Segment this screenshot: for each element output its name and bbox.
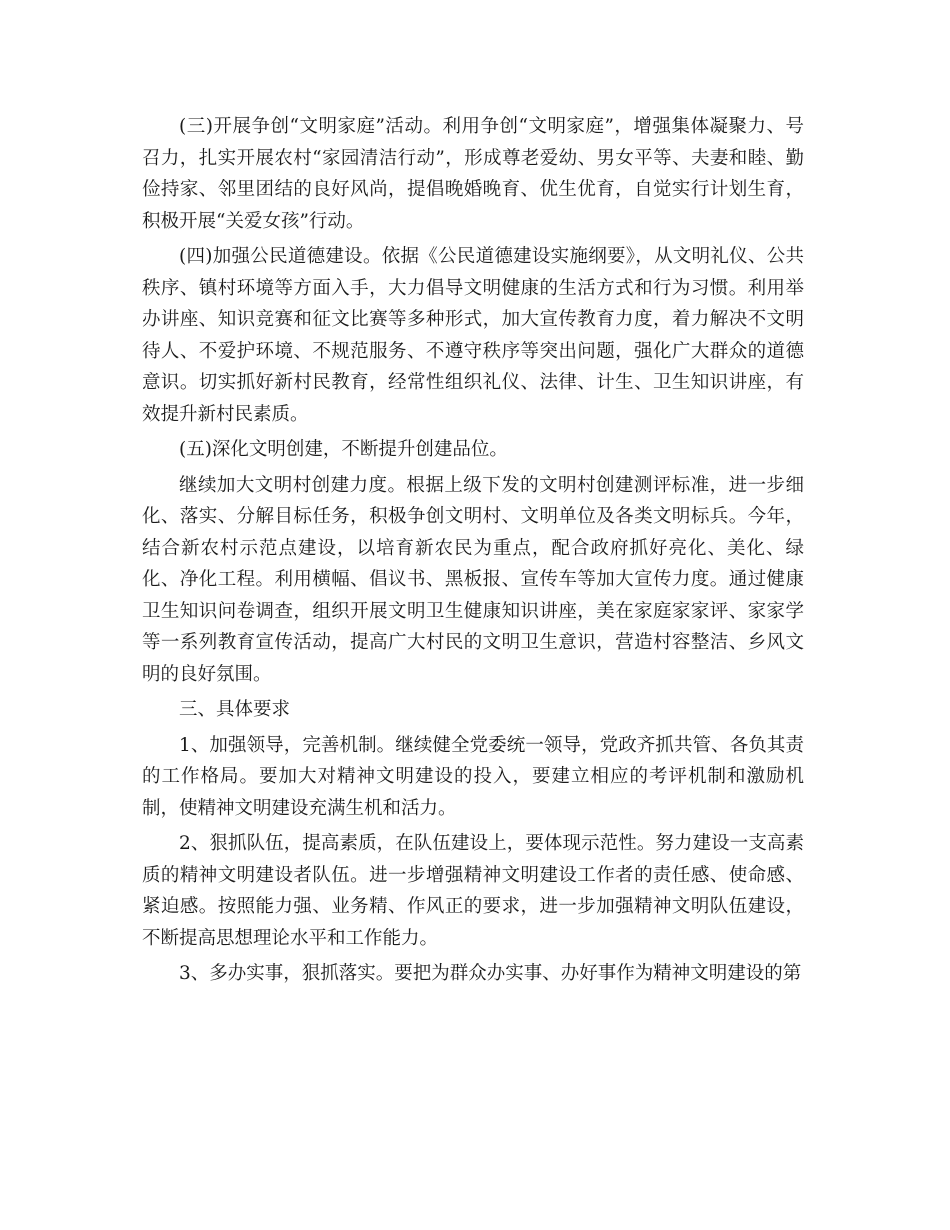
paragraph-family-campaign: (三)开展争创“文明家庭”活动。利用争创“文明家庭”，增强集体凝聚力、号召力，扎实开展农村“家园清洁行动”，形成尊老爱幼、男女平等、夫妻和睦、勤俭持家、邻里团结的良好风尚，提倡晚婚晚育、优生优育，自觉实行计划生育，积极开展“关爱女孩”行动。: [142, 116, 804, 232]
paragraph-leadership: 1、加强领导，完善机制。继续健全党委统一领导，党政齐抓共管、各负其责的工作格局。要加大对精神文明建设的投入，要建立相应的考评机制和激励机制，使精神文明建设充满生机和活力。: [142, 734, 804, 819]
paragraph-practical-work: 3、多办实事，狠抓落实。要把为群众办实事、办好事作为精神文明建设的第: [179, 963, 802, 984]
paragraph-civilized-village: 继续加大文明村创建力度。根据上级下发的文明村创建测评标准，进一步细化、落实、分解目标任务，积极争创文明村、文明单位及各类文明标兵。今年，结合新农村示范点建设，以培育新农民为重点，配合政府抓好亮化、美化、绿化、净化工程。利用横幅、倡议书、黑板报、宣传车等加大宣传力度。通过健康卫生知识问卷调查，组织开展文明卫生健康知识讲座，美在家庭家家评、家家学等一系列教育宣传活动，提高广大村民的文明卫生意识，营造村容整洁、乡风文明的良好氛围。: [142, 474, 804, 685]
paragraph-deepen-civilization-heading: (五)深化文明创建，不断提升创建品位。: [179, 439, 508, 460]
paragraph-team-building: 2、狠抓队伍，提高素质，在队伍建设上，要体现示范性。努力建设一支高素质的精神文明建设者队伍。进一步增强精神文明建设工作者的责任感、使命感、紧迫感。按照能力强、业务精、作风正的要求，进一步加强精神文明队伍建设，不断提高思想理论水平和工作能力。: [142, 833, 804, 949]
section-heading-requirements: 三、具体要求: [179, 699, 291, 720]
document-body: [142, 111, 804, 994]
paragraph-civic-morality: (四)加强公民道德建设。依据《公民道德建设实施纲要》，从文明礼仪、公共秩序、镇村环境等方面入手，大力倡导文明健康的生活方式和行为习惯。利用举办讲座、知识竞赛和征文比赛等多种形式，加大宣传教育力度，着力解决不文明待人、不爱护环境、不规范服务、不遵守秩序等突出问题，强化广大群众的道德意识。切实抓好新村民教育，经常性组织礼仪、法律、计生、卫生知识讲座，有效提升新村民素质。: [142, 246, 804, 425]
